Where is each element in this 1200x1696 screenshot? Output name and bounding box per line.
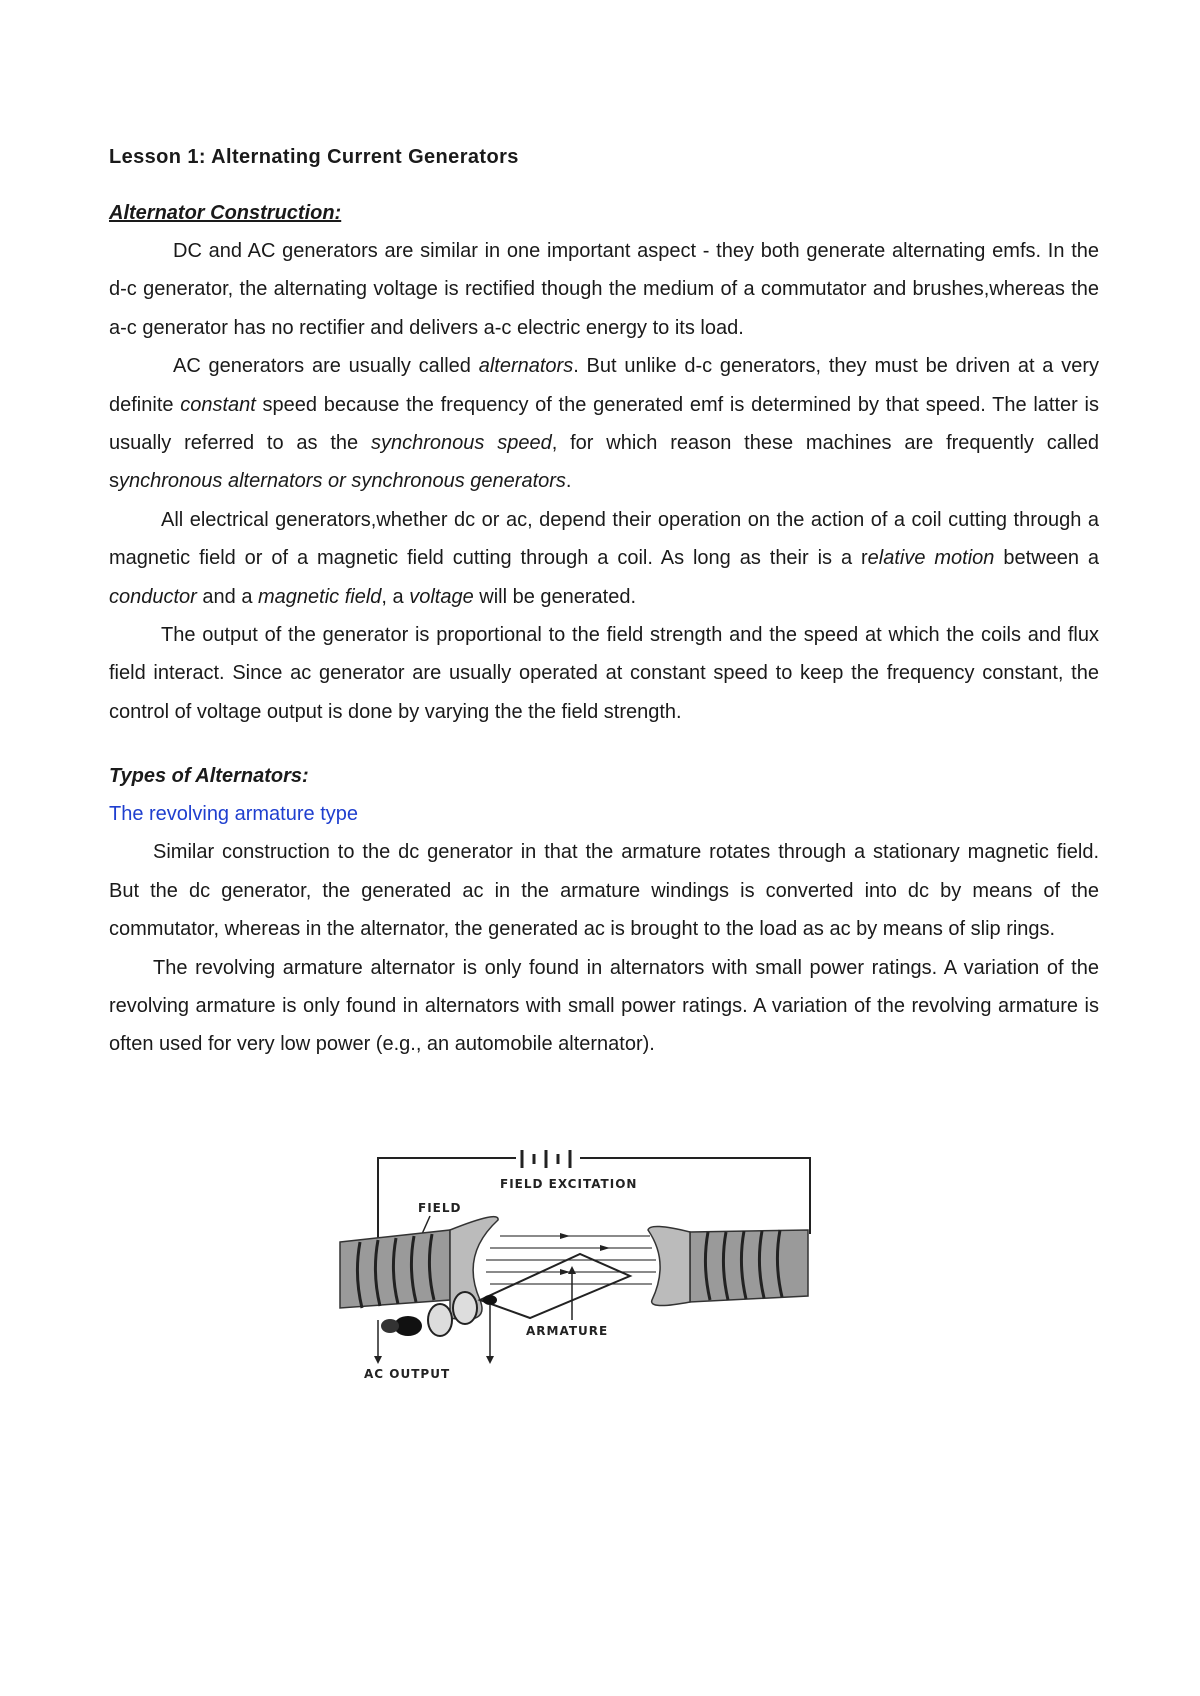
paragraph-generator-output: The output of the generator is proportional to the field strength and the speed at which the coils and flux field interact. Since ac generator are usually operated at constant speed to keep the frequency constant, the control of voltage output is done by varying the the field strength.	[109, 624, 1099, 723]
section-heading-types-of-alternators: Types of Alternators:	[109, 765, 309, 788]
lesson-title: Lesson 1: Alternating Current Generators	[109, 146, 519, 168]
slip-ring-1	[453, 1292, 477, 1324]
section-heading-alternator-construction: Alternator Construction:	[109, 202, 342, 224]
revolving-armature-diagram	[330, 1150, 870, 1380]
label-ac-output: AC OUTPUT	[364, 1367, 451, 1380]
ac-output-arrow-right	[486, 1356, 494, 1364]
label-field: FIELD	[418, 1201, 462, 1215]
label-armature: ARMATURE	[526, 1324, 609, 1338]
battery-icon	[522, 1150, 570, 1168]
slip-ring-2	[428, 1304, 452, 1336]
flux-arrows	[560, 1233, 610, 1275]
paragraph-ac-generators: AC generators are usually called alternators. But unlike d-c generators, they must be driven at a very definite constant speed because the frequency of the generated emf is determined by that speed. The latter is usually referred to as the synchronous speed, for which reason these machines are frequently called synchronous alternators or synchronous generators.	[109, 355, 1099, 493]
armature-loop	[480, 1254, 630, 1318]
ac-output-arrow-left	[374, 1356, 382, 1364]
excitation-wire-right	[580, 1158, 810, 1234]
brush-1	[483, 1295, 497, 1305]
subheading-revolving-armature: The revolving armature type	[109, 803, 359, 826]
excitation-wire	[378, 1158, 516, 1240]
brush-2b	[381, 1319, 399, 1333]
field-pointer	[422, 1216, 430, 1234]
label-field-excitation: FIELD EXCITATION	[500, 1177, 638, 1191]
paragraph-electrical-generators: All electrical generators,whether dc or ac, depend their operation on the action of a coil cutting through a magnetic field or of a magnetic field cutting through a coil. As long as their is a relative motion between a conductor and a magnetic field, a voltage will be generated.	[109, 508, 1099, 608]
paragraph-dc-ac-similarity: DC and AC generators are similar in one important aspect - they both generate alternating emfs. In the d-c generator, the alternating voltage is rectified though the medium of a commutator and brushes,whereas the a-c generator has no rectifier and delivers a-c electric energy to its load.	[109, 240, 1099, 339]
diagram-svg	[330, 1150, 870, 1380]
paragraph-revolving-armature-usage: The revolving armature alternator is only found in alternators with small power ratings. A variation of the revolving armature is only found in alternators with small power ratings. A variation of the revolving armature is often used for very low power (e.g., an automobile alternator).	[109, 956, 1099, 1056]
document-content	[109, 138, 1099, 1064]
right-pole-shoe	[648, 1226, 690, 1305]
paragraph-revolving-armature-construction: Similar construction to the dc generator in that the armature rotates through a stationary magnetic field. But the dc generator, the generated ac in the armature windings is converted into dc by means of the commutator, whereas in the alternator, the generated ac is brought to the load as ac by means of slip rings.	[109, 841, 1099, 941]
